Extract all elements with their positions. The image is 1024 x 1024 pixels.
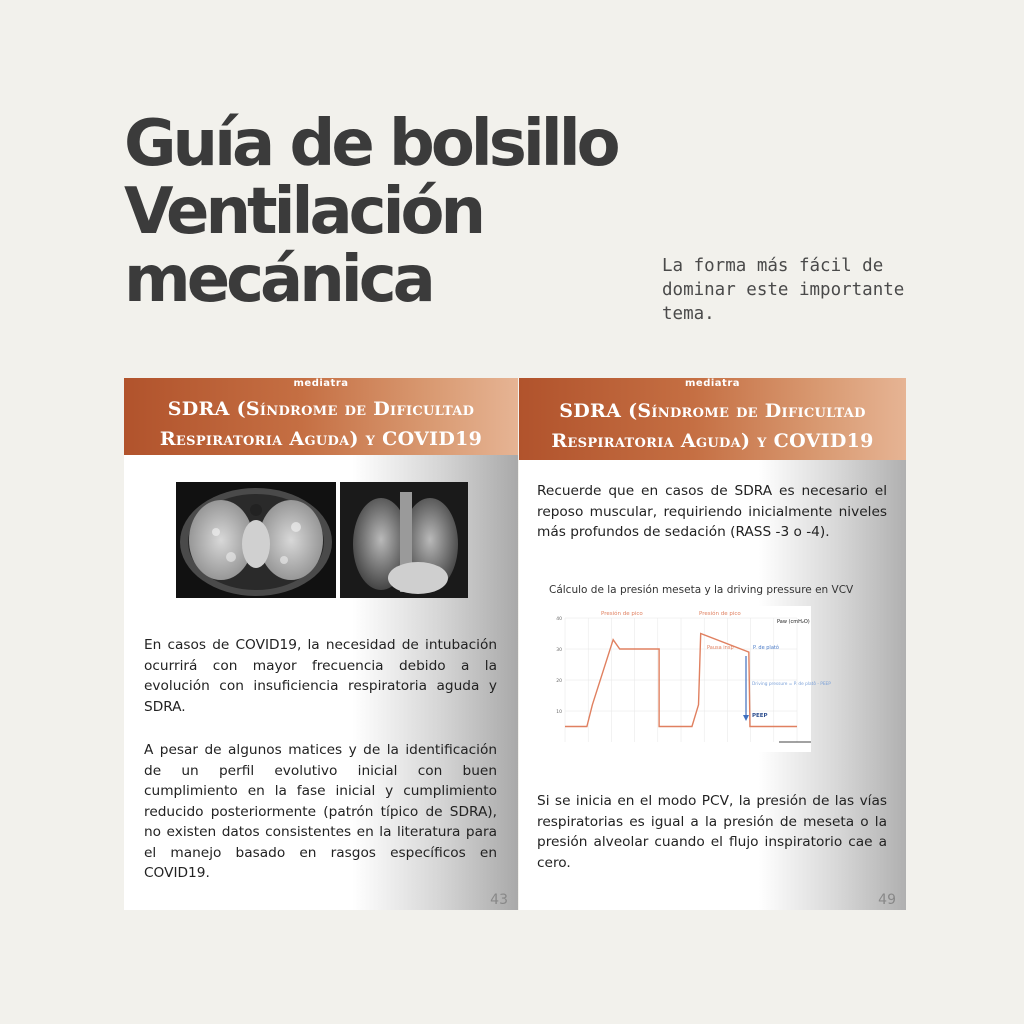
book-page-right (519, 378, 906, 910)
main-title (124, 107, 617, 317)
annotation-driving (752, 680, 831, 687)
annotation-plateau-label (753, 644, 779, 651)
paragraph-2: A pesar de algunos matices y de la identificación de un perfil evolutivo inicial con buen cumplimiento en la fase inicial y cumplimiento reducido posteriormente (patrón típico de SDRA), no existen datos consistentes en la literatura para el manejo basado en rasgos específicos en COVID19. (144, 742, 497, 881)
brand-logo: mediatra (685, 378, 740, 389)
page-header-title (519, 396, 906, 456)
annotation-paw (777, 619, 810, 625)
annotation-driving-text: Driving pressure = P. de platô - PEEP (752, 682, 831, 687)
header-line-2: Respiratoria Aguda) y COVID19 (159, 428, 483, 450)
title-line-2: Ventilación (124, 175, 483, 249)
header-line-1: SDRA (Síndrome de Dificultad (559, 400, 866, 422)
annotation-peak-2 (699, 610, 741, 617)
annotation-peak-1-text: Presión de pico (601, 611, 643, 617)
chart-title: Cálculo de la presión meseta y la driving pressure en VCV (549, 584, 854, 596)
annotation-peak-2-text: Presión de pico (699, 611, 741, 617)
pressure-chart (549, 606, 831, 752)
y-tick-label: 20 (556, 679, 562, 684)
paragraph-1: Recuerde que en casos de SDRA es necesario el reposo muscular, requiriendo inicialmente niveles más profundos de sedación (RASS -3 o -4). (537, 483, 887, 540)
annotation-peak-1 (601, 610, 643, 617)
tagline: La forma más fácil de dominar este importante tema. (662, 256, 905, 324)
page-number: 43 (490, 892, 508, 908)
annotation-peep (752, 713, 768, 719)
lung-ct-and-xray-image (176, 482, 468, 598)
brand-logo: mediatra (293, 378, 349, 389)
annotation-plateau-text: Pausa insp (707, 645, 734, 651)
header-line-2: Respiratoria Aguda) y COVID19 (551, 430, 874, 452)
title-line-3: mecánica (124, 243, 432, 317)
page-header-band (519, 378, 906, 460)
annotation-peep-text: PEEP (752, 713, 768, 719)
annotation-plateau-label-text: P. de platô (753, 645, 779, 651)
annotation-plateau (707, 645, 734, 651)
paragraph-2: Si se inicia en el modo PCV, la presión de las vías respiratorias es igual a la presión de meseta o la presión alveolar cuando el flujo inspiratorio cae a cero. (537, 793, 887, 871)
book-page-left (124, 378, 518, 910)
lung-images (176, 482, 468, 602)
y-tick-label: 10 (556, 710, 562, 715)
page-header-band (124, 378, 518, 455)
title-line-1: Guía de bolsillo (124, 107, 617, 181)
y-tick-label: 40 (556, 617, 562, 622)
page-number: 49 (878, 892, 896, 908)
header-line-1: SDRA (Síndrome de Dificultad (167, 398, 475, 420)
y-tick-label: 30 (556, 648, 562, 653)
annotation-paw-text: Paw (cmH₂O) (777, 619, 810, 625)
paragraph-1: En casos de COVID19, la necesidad de intubación ocurrirá con mayor frecuencia debido a la evolución con insuficiencia respiratoria aguda y SDRA. (144, 637, 497, 715)
page-header-title (124, 394, 518, 454)
